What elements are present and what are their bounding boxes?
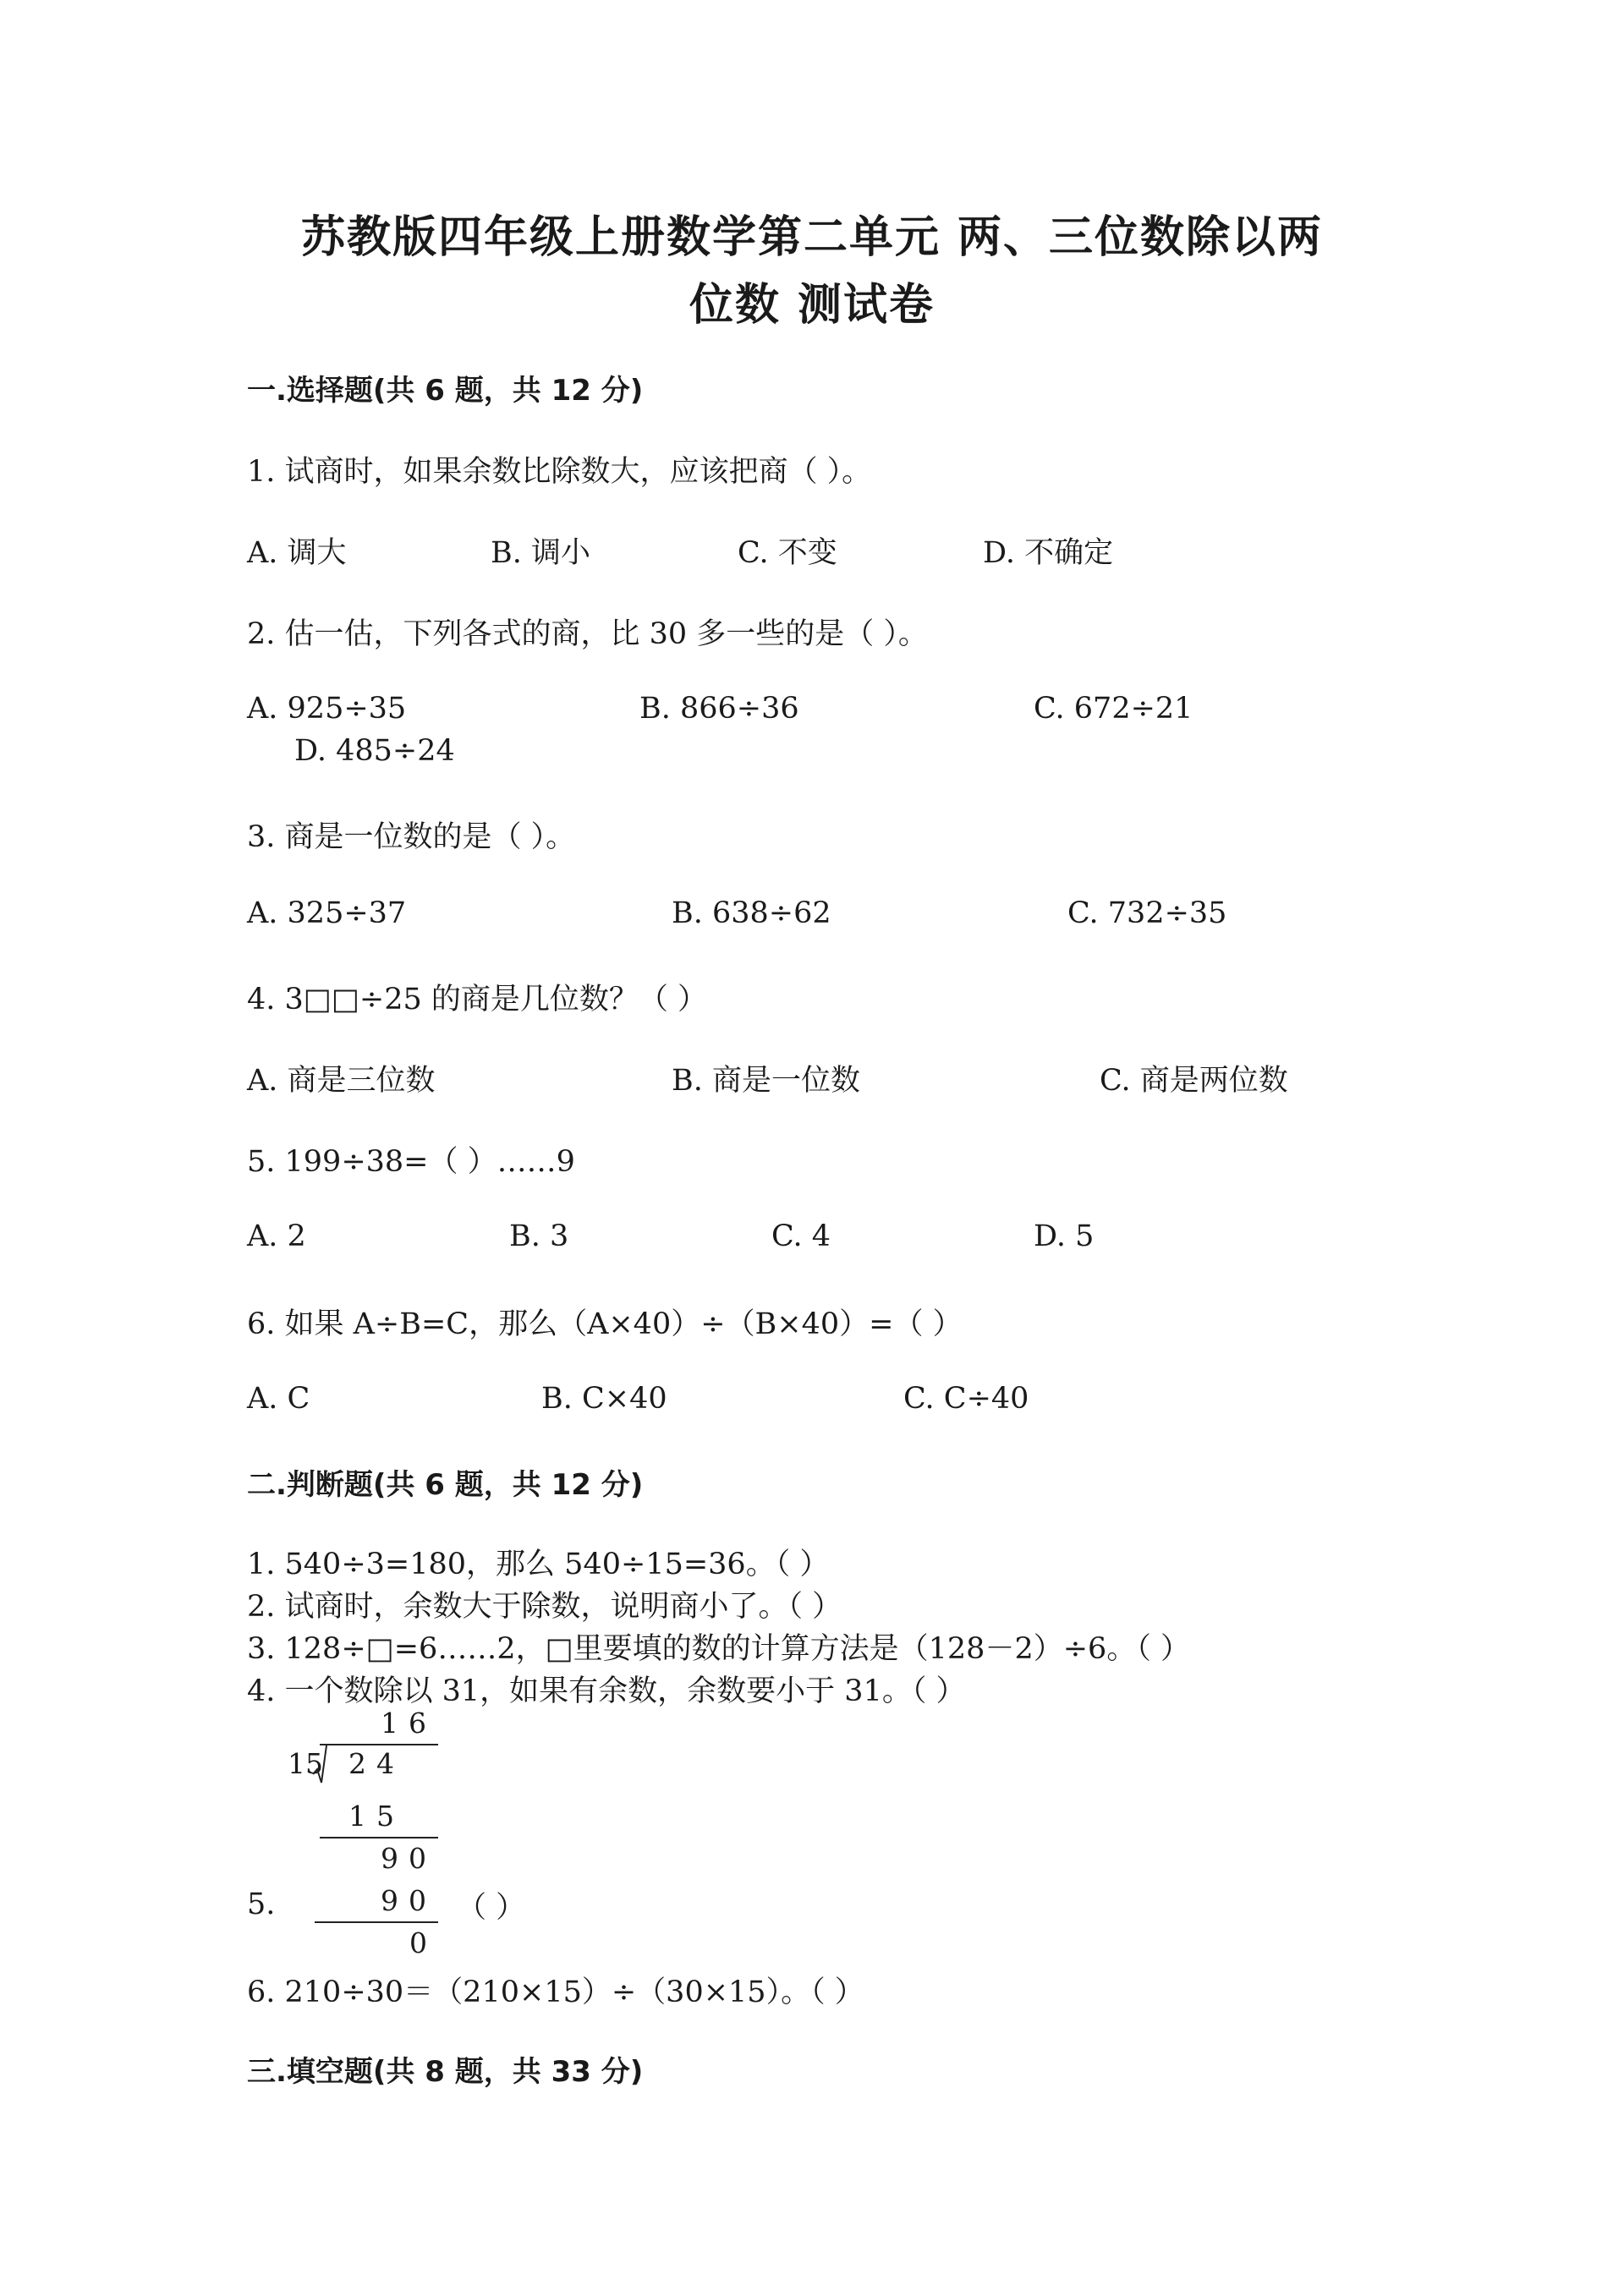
ld-step3: 90 — [381, 1884, 436, 1917]
ld-bracket-icon — [311, 1744, 328, 1786]
option-1-6-b: B. C×40 — [541, 1382, 667, 1416]
page-title-line2: 位数 测试卷 — [689, 280, 935, 331]
question-1-4: 4. 3□□÷25 的商是几位数？（ ） — [247, 983, 708, 1016]
ld-quotient: 16 — [381, 1707, 436, 1740]
option-1-1-b: B. 调小 — [491, 536, 590, 570]
ld-divisor: 15 — [288, 1747, 323, 1780]
judge-3: 3. 128÷□=6……2，□里要填的数的计算方法是（128－2）÷6。（ ） — [247, 1632, 1190, 1666]
judge-4: 4. 一个数除以 31，如果有余数，余数要小于 31。（ ） — [247, 1674, 966, 1708]
judge-1: 1. 540÷3=180，那么 540÷15=36。（ ） — [247, 1548, 830, 1581]
option-1-6-c: C. C÷40 — [903, 1382, 1029, 1416]
option-1-6-a: A. C — [247, 1382, 310, 1416]
question-1-3: 3. 商是一位数的是（ ）。 — [247, 820, 576, 854]
option-1-3-a: A. 325÷37 — [247, 896, 407, 930]
ld-rule-2 — [315, 1921, 438, 1923]
option-1-2-c: C. 672÷21 — [1034, 692, 1193, 726]
judge-2: 2. 试商时，余数大于除数，说明商小了。（ ） — [247, 1590, 842, 1624]
ld-step2: 90 — [381, 1842, 436, 1875]
ld-dividend: 24 — [348, 1747, 404, 1780]
option-1-4-c: C. 商是两位数 — [1100, 1064, 1288, 1098]
option-1-3-c: C. 732÷35 — [1067, 896, 1227, 930]
judge-5-blank: （ ） — [457, 1891, 526, 1925]
ld-rule-1 — [320, 1837, 438, 1838]
option-1-1-d: D. 不确定 — [983, 536, 1114, 570]
section-heading-judge: 二.判断题(共 6 题，共 12 分) — [247, 1468, 644, 1502]
option-1-2-d: D. 485÷24 — [294, 734, 455, 768]
question-1-1: 1. 试商时，如果余数比除数大，应该把商（ ）。 — [247, 455, 872, 489]
ld-step1: 15 — [348, 1800, 404, 1833]
question-1-2: 2. 估一估，下列各式的商，比 30 多一些的是（ ）。 — [247, 617, 928, 651]
option-1-1-c: C. 不变 — [738, 536, 837, 570]
section-heading-fill: 三.填空题(共 8 题，共 33 分) — [247, 2055, 644, 2089]
judge-6: 6. 210÷30＝（210×15）÷（30×15）。（ ） — [247, 1975, 864, 2009]
option-1-4-b: B. 商是一位数 — [672, 1064, 860, 1098]
option-1-2-b: B. 866÷36 — [639, 692, 799, 726]
option-1-5-d: D. 5 — [1034, 1219, 1095, 1253]
option-1-3-b: B. 638÷62 — [672, 896, 831, 930]
page-title-line1: 苏教版四年级上册数学第二单元 两、三位数除以两 — [300, 212, 1324, 263]
question-1-6: 6. 如果 A÷B=C，那么（A×40）÷（B×40）=（ ） — [247, 1307, 963, 1341]
option-1-4-a: A. 商是三位数 — [247, 1064, 436, 1098]
option-1-5-b: B. 3 — [509, 1219, 569, 1253]
question-1-5: 5. 199÷38=（ ）……9 — [247, 1145, 575, 1179]
option-1-1-a: A. 调大 — [247, 536, 347, 570]
judge-5-number: 5. — [247, 1888, 276, 1921]
option-1-5-a: A. 2 — [247, 1219, 306, 1253]
option-1-2-a: A. 925÷35 — [247, 692, 407, 726]
option-1-5-c: C. 4 — [771, 1219, 831, 1253]
section-heading-choice: 一.选择题(共 6 题，共 12 分) — [247, 374, 644, 408]
ld-quotient-bar — [320, 1744, 438, 1745]
ld-remainder: 0 — [409, 1926, 427, 1959]
